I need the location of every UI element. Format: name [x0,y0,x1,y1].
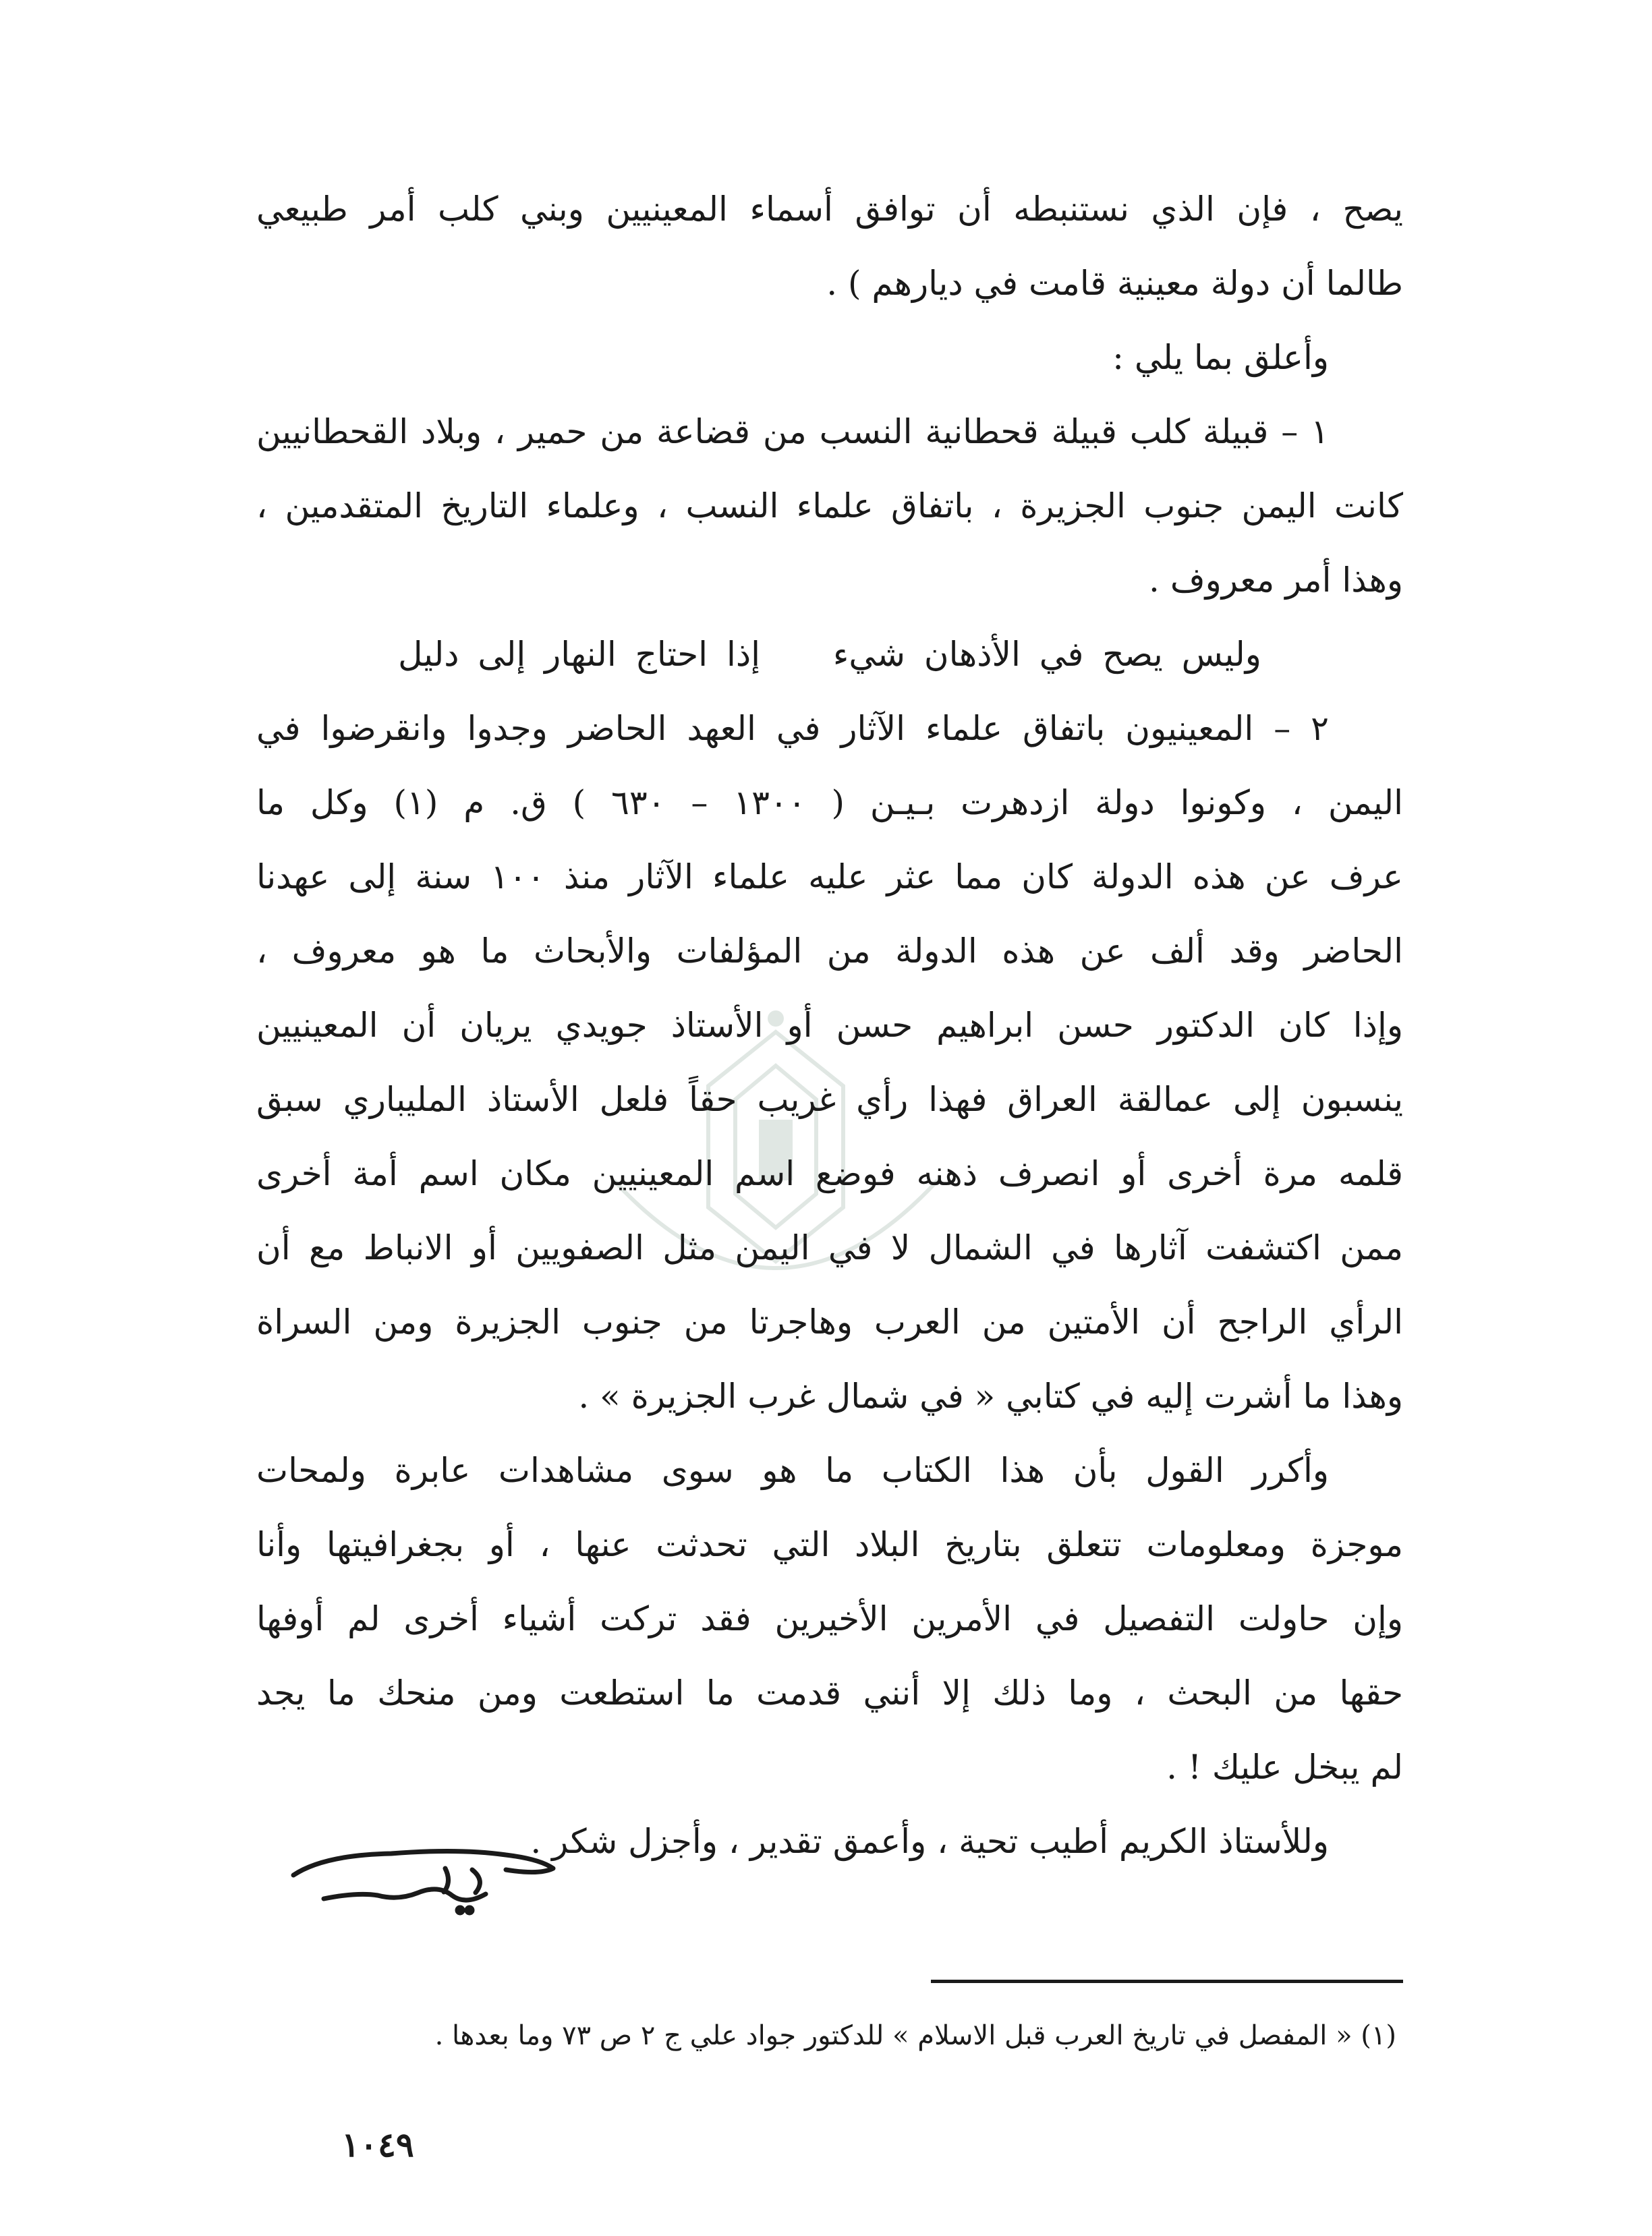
text-line-1: يصح ، فإن الذي نستنبطه أن توافق أسماء المعينيين وبني كلب أمر طبيعي [256,190,1403,229]
text-line-11: وإذا كان الدكتور حسن ابراهيم حسن أو الأستاذ جويدي يريان أن المعينيين [256,1006,1403,1045]
text-line-15: الرأي الراجح أن الأمتين من العرب وهاجرتا من جنوب الجزيرة ومن السراة [256,1302,1403,1342]
page-number: ١٠٤٩ [341,2125,414,2165]
text-line-21: لم يبخل عليك ! . [1166,1748,1403,1787]
body-text [256,172,1403,1879]
text-line-10: الحاضر وقد ألف عن هذه الدولة من المؤلفات والأبحاث ما هو معروف ، [256,931,1403,971]
text-line-6: وهذا أمر معروف . [1149,561,1403,600]
text-line-2: طالما أن دولة معينية قامت في ديارهم ) . [826,264,1403,303]
text-line-5: كانت اليمن جنوب الجزيرة ، باتفاق علماء النسب ، وعلماء التاريخ المتقدمين ، [256,486,1403,525]
text-line-22: وللأستاذ الكريم أطيب تحية ، وأعمق تقدير ، وأجزل شكر . [530,1822,1329,1861]
text-line-18: موجزة ومعلومات تتعلق بتاريخ البلاد التي تحدثت عنها ، أو بجغرافيتها وأنا [256,1525,1403,1564]
text-line-19: وإن حاولت التفصيل في الأمرين الأخيرين فقد تركت أشياء أخرى لم أوفها [256,1599,1403,1638]
text-line-16: وهذا ما أشرت إليه في كتابي « في شمال غرب الجزيرة » . [578,1377,1403,1416]
text-line-8: اليمن ، وكونوا دولة ازدهرت بـيـن ( ١٣٠٠ – ٦٣٠ ) ق. م (١) وكل ما [256,783,1403,822]
handwritten-signature [283,1828,567,1922]
text-line-3: وأعلق بما يلي : [1112,338,1329,377]
text-line-17: وأكرر القول بأن هذا الكتاب ما هو سوى مشاهدات عابرة ولمحات [256,1451,1329,1490]
poetry-verse [256,617,1403,691]
footnote-divider [931,1980,1403,1983]
text-line-20: حقها من البحث ، وما ذلك إلا أنني قدمت ما استطعت ومن منحك ما يجد [256,1673,1403,1713]
verse-second-hemistich: إذا احتاج النهار إلى دليل [398,635,760,674]
text-line-13: قلمه مرة أخرى أو انصرف ذهنه فوضع اسم المعينيين مكان اسم أمة أخرى [256,1154,1403,1193]
verse-first-hemistich: وليس يصح في الأذهان شيء [832,635,1261,674]
text-line-7: ٢ – المعينيون باتفاق علماء الآثار في العهد الحاضر وجدوا وانقرضوا في [256,709,1329,748]
text-line-4: ١ – قبيلة كلب قبيلة قحطانية النسب من قضاعة من حمير ، وبلاد القحطانيين [256,412,1329,451]
text-line-12: ينسبون إلى عمالقة العراق فهذا رأي غريب حقاً فلعل الأستاذ المليباري سبق [256,1080,1403,1119]
text-line-14: ممن اكتشفت آثارها في الشمال لا في اليمن مثل الصفويين أو الانباط مع أن [256,1228,1403,1267]
footnote: (١) « المفصل في تاريخ العرب قبل الاسلام » للدكتور جواد علي ج ٢ ص ٧٣ وما بعدها . [434,2020,1396,2051]
text-line-9: عرف عن هذه الدولة كان مما عثر عليه علماء الآثار منذ ١٠٠ سنة إلى عهدنا [256,857,1403,896]
